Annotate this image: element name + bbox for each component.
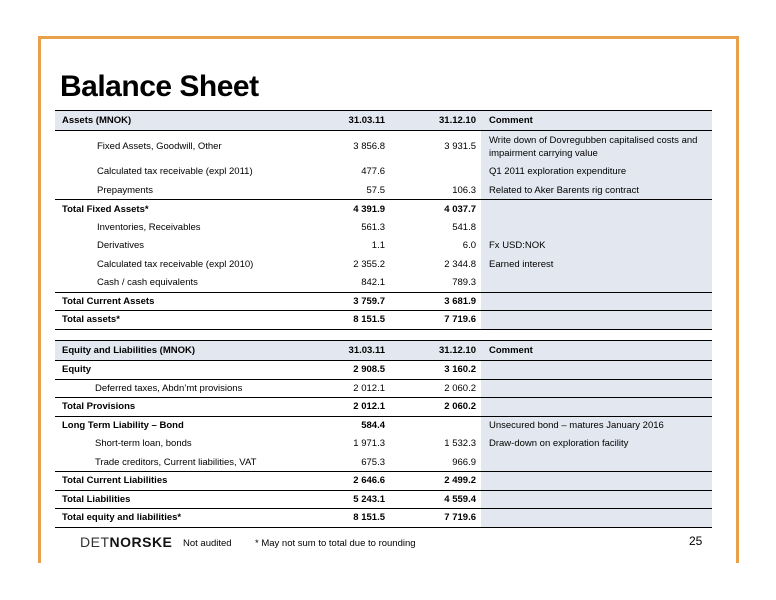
row-comment xyxy=(481,274,712,293)
row-value-fy: 7 719.6 xyxy=(391,311,481,330)
table-row xyxy=(55,163,712,182)
row-label: Calculated tax receivable (expl 2011) xyxy=(97,166,253,178)
assets-header-comment: Comment xyxy=(481,111,712,131)
row-label: Total Fixed Assets* xyxy=(62,203,149,215)
row-label: Total Current Liabilities xyxy=(55,472,305,491)
table-row xyxy=(55,379,712,398)
row-value-fy: 7 719.6 xyxy=(391,509,481,528)
row-value-q1: 1 971.3 xyxy=(353,438,385,450)
table-row xyxy=(55,509,712,528)
table-row xyxy=(55,490,712,509)
row-value-q1: 1.1 xyxy=(371,240,385,252)
assets-header-col1: 31.03.11 xyxy=(305,111,391,131)
company-logo xyxy=(80,534,172,550)
assets-header-label: Assets (MNOK) xyxy=(55,111,305,131)
row-label: Total Provisions xyxy=(55,398,305,417)
row-label: Trade creditors, Current liabilities, VAT xyxy=(55,453,305,472)
equity-header-label: Equity and Liabilities (MNOK) xyxy=(55,341,305,361)
row-value-fy: 1 532.3 xyxy=(444,438,476,450)
row-comment xyxy=(481,361,712,380)
row-comment: Draw-down on exploration facility xyxy=(481,435,712,454)
table-row xyxy=(55,416,712,435)
equity-header-row xyxy=(55,341,712,361)
top-accent-line xyxy=(38,36,738,39)
row-label: Cash / cash equivalents xyxy=(55,274,305,293)
table-row xyxy=(55,453,712,472)
row-value-q1: 675.3 xyxy=(305,453,391,472)
row-label: Total equity and liabilities* xyxy=(55,509,305,528)
row-value-fy: 4 559.4 xyxy=(391,490,481,509)
row-value-q1: 2 355.2 xyxy=(353,258,385,270)
row-comment: Unsecured bond – matures January 2016 xyxy=(481,416,712,435)
row-value-fy: 966.9 xyxy=(391,453,481,472)
row-value-q1: 842.1 xyxy=(305,274,391,293)
row-comment xyxy=(481,509,712,528)
equity-table xyxy=(55,340,712,528)
row-value-q1: 8 151.5 xyxy=(305,311,391,330)
row-value-q1: 561.3 xyxy=(361,221,385,233)
right-accent-line xyxy=(736,36,739,563)
row-comment: Write down of Dovregubben capitalised costs and impairment carrying value xyxy=(481,131,712,163)
table-row xyxy=(55,472,712,491)
row-label: Short-term loan, bonds xyxy=(95,438,192,450)
row-value-q1: 477.6 xyxy=(361,166,385,178)
row-comment xyxy=(481,490,712,509)
table-row xyxy=(55,435,712,454)
row-value-q1: 584.4 xyxy=(361,420,385,431)
row-comment xyxy=(481,200,712,219)
row-value-fy: 789.3 xyxy=(391,274,481,293)
logo-light-text: DET xyxy=(80,534,110,550)
row-comment xyxy=(481,379,712,398)
row-value-fy: 4 037.7 xyxy=(444,203,476,215)
row-value-q1: 8 151.5 xyxy=(305,509,391,528)
table-row xyxy=(55,255,712,274)
row-label: Total Current Assets xyxy=(55,292,305,311)
row-value-q1: 2 012.1 xyxy=(305,379,391,398)
rounding-note: * May not sum to total due to rounding xyxy=(255,538,416,549)
table-row xyxy=(55,237,712,256)
row-comment xyxy=(481,472,712,491)
not-audited-note: Not audited xyxy=(183,538,232,549)
row-label: Fixed Assets, Goodwill, Other xyxy=(97,141,222,153)
table-row xyxy=(55,181,712,200)
row-value-fy: 106.3 xyxy=(391,181,481,200)
row-label: Inventories, Receivables xyxy=(97,221,201,233)
row-comment: Related to Aker Barents rig contract xyxy=(481,181,712,200)
logo-bold-text: NORSKE xyxy=(109,534,173,550)
table-row xyxy=(55,361,712,380)
table-row xyxy=(55,398,712,417)
row-value-fy: 541.8 xyxy=(452,221,476,233)
row-value-q1: 2 908.5 xyxy=(305,361,391,380)
table-row xyxy=(55,200,712,219)
row-label: Total assets* xyxy=(55,311,305,330)
row-label: Total Liabilities xyxy=(55,490,305,509)
row-value-q1: 2 012.1 xyxy=(305,398,391,417)
row-value-fy: 3 681.9 xyxy=(391,292,481,311)
row-comment xyxy=(481,311,712,330)
row-label: Equity xyxy=(55,361,305,380)
row-comment: Fx USD:NOK xyxy=(481,237,712,256)
table-row xyxy=(55,131,712,163)
row-value-q1: 4 391.9 xyxy=(353,203,385,215)
row-comment xyxy=(481,292,712,311)
row-value-fy: 2 344.8 xyxy=(444,258,476,270)
row-label: Calculated tax receivable (expl 2010) xyxy=(97,258,254,270)
row-value-q1: 5 243.1 xyxy=(305,490,391,509)
row-value-q1: 3 759.7 xyxy=(305,292,391,311)
table-row xyxy=(55,292,712,311)
row-value-q1: 3 856.8 xyxy=(353,141,385,153)
left-accent-line xyxy=(38,36,41,563)
row-value-fy: 3 160.2 xyxy=(391,361,481,380)
row-value-q1: 2 646.6 xyxy=(305,472,391,491)
row-comment: Q1 2011 exploration expenditure xyxy=(481,163,712,182)
page-number: 25 xyxy=(689,534,703,548)
row-value-fy: 2 060.2 xyxy=(391,398,481,417)
row-value-fy: 2 499.2 xyxy=(391,472,481,491)
row-comment xyxy=(481,398,712,417)
row-label: Derivatives xyxy=(97,240,144,252)
table-row xyxy=(55,311,712,330)
row-value-fy: 6.0 xyxy=(462,240,476,252)
row-value-fy xyxy=(391,163,481,182)
row-value-fy: 2 060.2 xyxy=(391,379,481,398)
assets-header-col2: 31.12.10 xyxy=(391,111,481,131)
page-title: Balance Sheet xyxy=(60,70,259,103)
row-comment: Earned interest xyxy=(481,255,712,274)
row-value-fy xyxy=(391,416,481,435)
row-value-fy: 3 931.5 xyxy=(444,141,476,153)
equity-header-col2: 31.12.10 xyxy=(391,341,481,361)
row-comment xyxy=(481,453,712,472)
row-value-q1: 57.5 xyxy=(305,181,391,200)
assets-table xyxy=(55,110,712,330)
table-row xyxy=(55,218,712,237)
row-label: Prepayments xyxy=(55,181,305,200)
row-comment xyxy=(481,218,712,237)
equity-header-col1: 31.03.11 xyxy=(305,341,391,361)
equity-header-comment: Comment xyxy=(481,341,712,361)
assets-header-row xyxy=(55,111,712,131)
table-row xyxy=(55,274,712,293)
row-label: Long Term Liability – Bond xyxy=(62,420,184,431)
row-label: Deferred taxes, Abdn’mt provisions xyxy=(55,379,305,398)
